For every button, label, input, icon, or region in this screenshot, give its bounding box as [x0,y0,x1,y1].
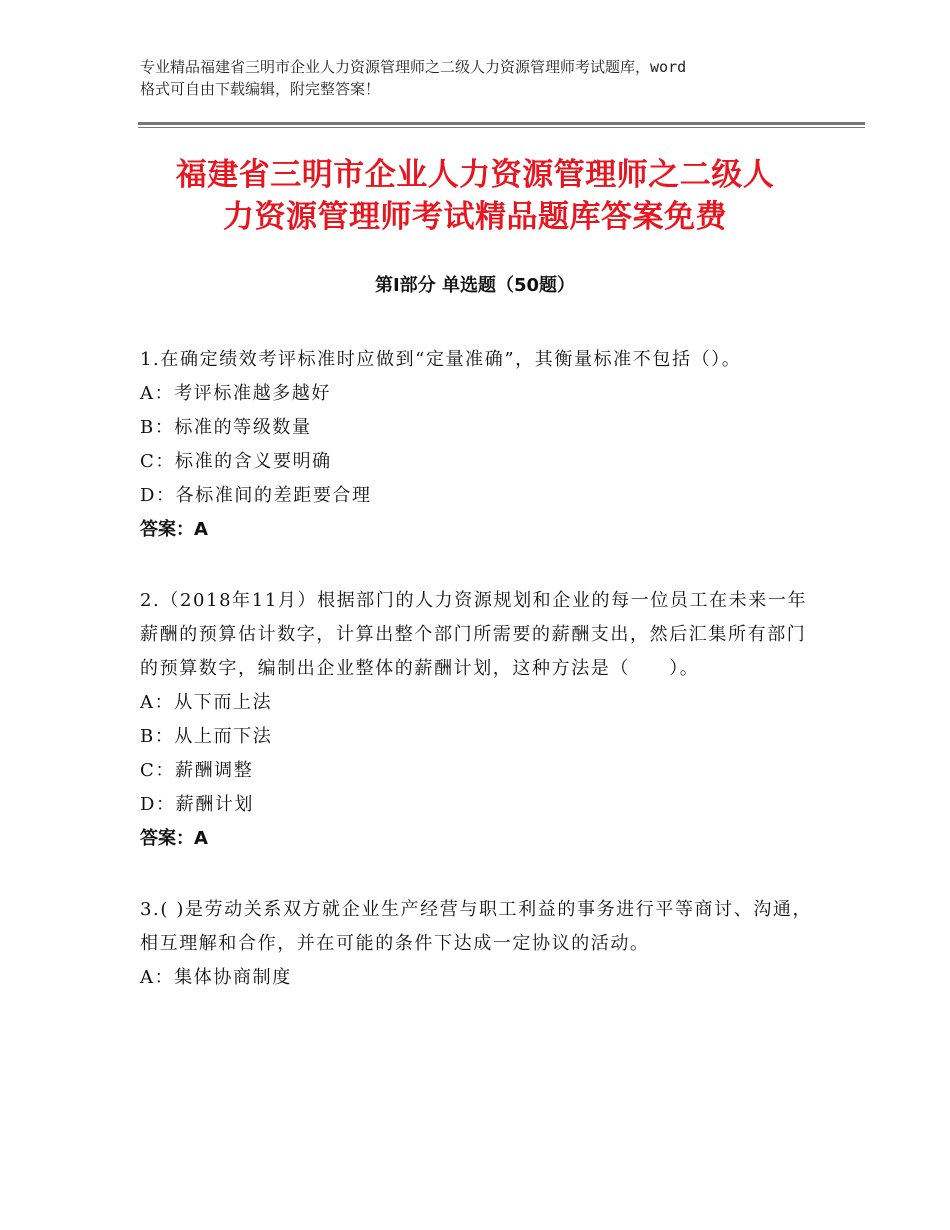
question-stem: 2.（2018年11月）根据部门的人力资源规划和企业的每一位员工在未来一年薪酬的预算估计数字，计算出整个部门所需要的薪酬支出，然后汇集所有部门的预算数字，编制出企业整体的薪酬计划，这种方法是（ ）。 [140,590,808,679]
question-option: B：从上而下法 [140,726,273,747]
document-title-line-2: 力资源管理师考试精品题库答案免费 [223,199,727,235]
question-option: A：集体协商制度 [140,967,292,988]
question-option: D：薪酬计划 [140,794,255,815]
question-option: C：薪酬调整 [140,760,254,781]
question-option: C：标准的含义要明确 [140,451,332,472]
question-stem: 1.在确定绩效考评标准时应做到“定量准确”，其衡量标准不包括（）。 [140,349,742,370]
question-answer: 答案：A [140,519,208,540]
question-option: D：各标准间的差距要合理 [140,485,372,506]
question-option: A：从下而上法 [140,692,273,713]
question-answer: 答案：A [140,828,208,849]
question-option: B：标准的等级数量 [140,417,312,438]
question-list [140,343,820,1032]
document-title-line-1: 福建省三明市企业人力资源管理师之二级人 [175,157,775,193]
document-title [140,154,810,238]
question-1 [140,343,820,547]
question-option: A：考评标准越多越好 [140,383,331,404]
question-2 [140,584,820,856]
document-header-note: 专业精品福建省三明市企业人力资源管理师之二级人力资源管理师考试题库，word 格式可自由下载编辑，附完整答案！ [140,58,687,98]
section-title: 第Ⅰ部分 单选题（50题） [374,275,575,296]
header-rule-thin [138,127,865,128]
question-stem: 3.( )是劳动关系双方就企业生产经营与职工利益的事务进行平等商讨、沟通，相互理解和合作，并在可能的条件下达成一定协议的活动。 [140,899,813,954]
header-rule-thick [138,122,865,125]
question-3 [140,893,820,995]
